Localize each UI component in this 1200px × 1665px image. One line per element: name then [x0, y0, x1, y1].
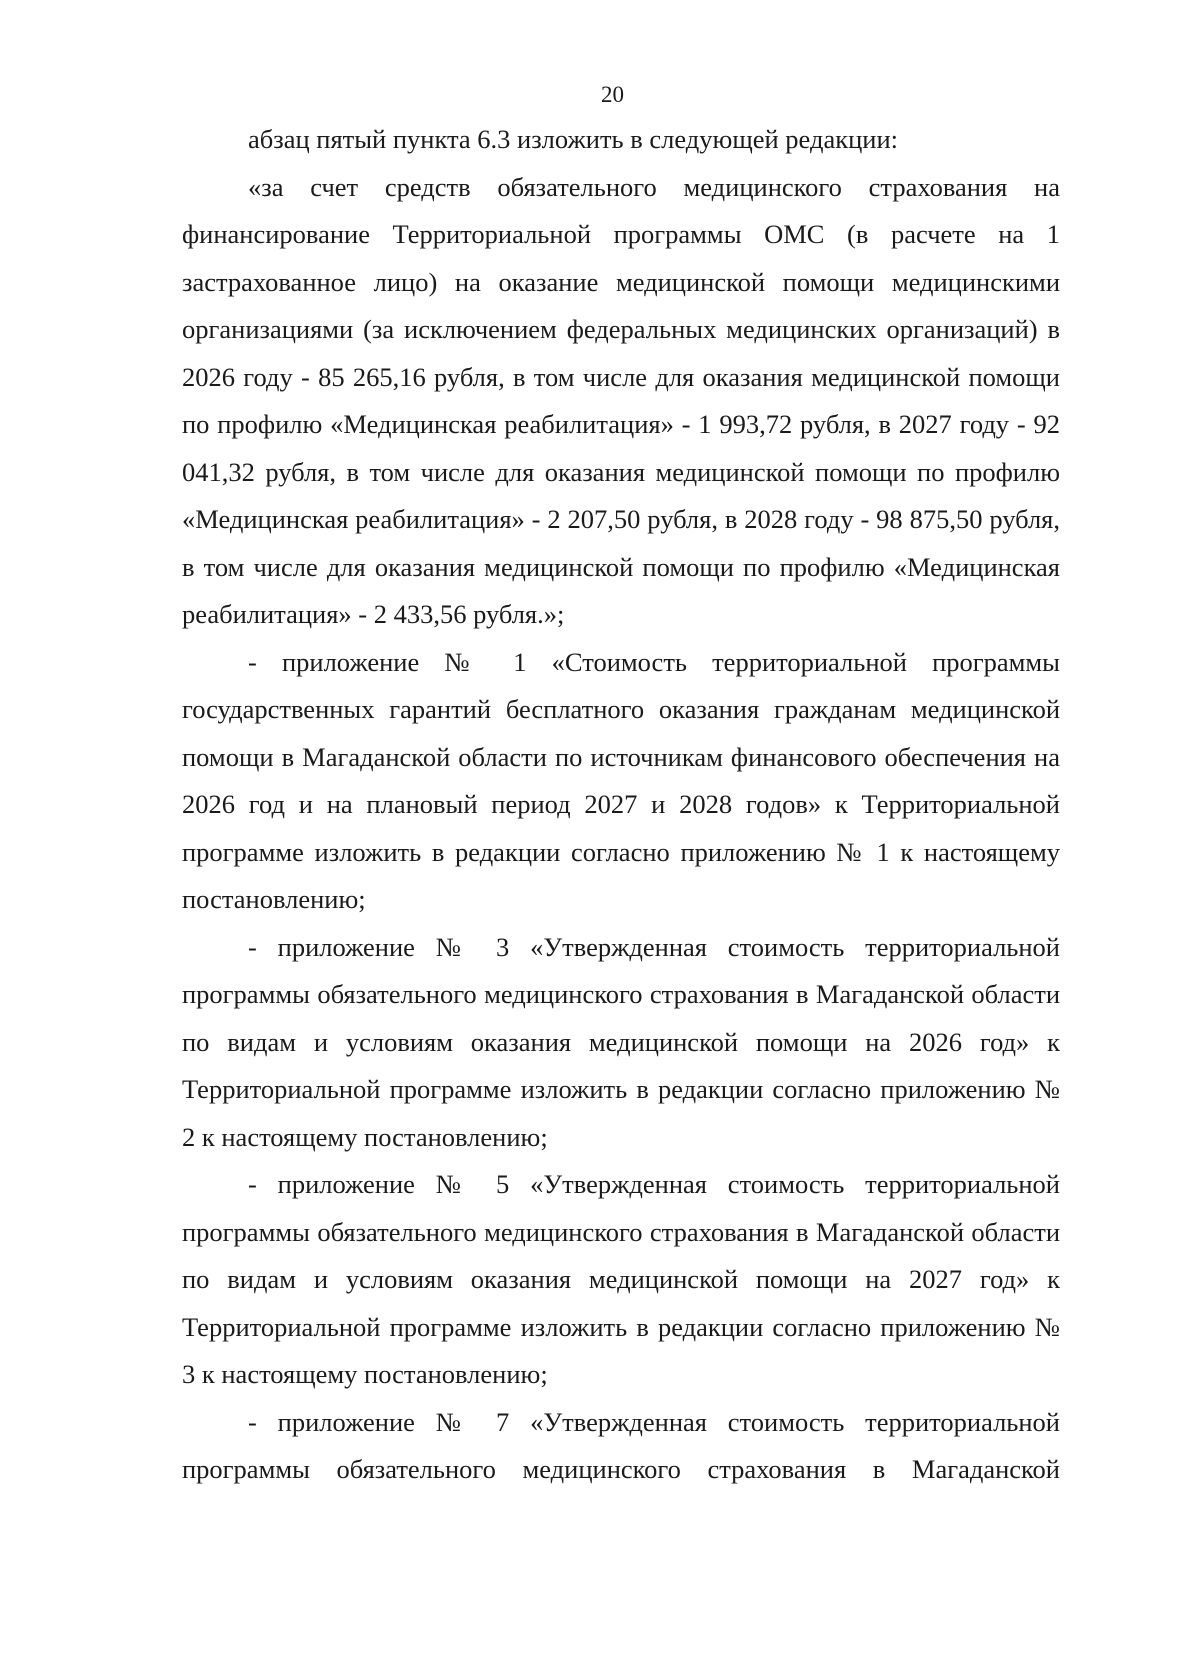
- paragraph-appendix-7: - приложение № 7 «Утвержденная стоимость территориальной программы обязательного медицинского страхования в Магаданской: [182, 1406, 1060, 1484]
- paragraph-intro: абзац пятый пункта 6.3 изложить в следующей редакции:: [248, 124, 899, 154]
- page-number: 20: [601, 82, 624, 107]
- paragraph-appendix-5: - приложение № 5 «Утвержденная стоимость территориальной программы обязательного медицинского страхования в Магаданской области по видам и условиям оказания медицинской помощи на 2027 год» к Территориальной программе изложить в редакции согласно приложению № 3 к настоящему постановлению;: [182, 1169, 1060, 1389]
- paragraph-appendix-1: - приложение № 1 «Стоимость территориальной программы государственных гарантий бесплатного оказания гражданам медицинской помощи в Магаданской области по источникам финансового обеспечения на 2026 год и на плановый период 2027 и 2028 годов» к Территориальной программе изложить в редакции согласно приложению № 1 к настоящему постановлению;: [182, 646, 1060, 914]
- paragraph-funding: «за счет средств обязательного медицинского страхования на финансирование Территориальной программы ОМС (в расчете на 1 застрахованное лицо) на оказание медицинской помощи медицинскими организациями (за исключением федеральных медицинских организаций) в 2026 году - 85 265,16 рубля, в том числе для оказания медицинской помощи по профилю «Медицинская реабилитация» - 1 993,72 рубля, в 2027 году - 92 041,32 рубля, в том числе для оказания медицинской помощи по профилю «Медицинская реабилитация» - 2 207,50 рубля, в 2028 году - 98 875,50 рубля, в том числе для оказания медицинской помощи по профилю «Медицинская реабилитация» - 2 433,56 рубля.»;: [182, 171, 1060, 629]
- document-body: [182, 116, 1060, 1494]
- paragraph-appendix-3: - приложение № 3 «Утвержденная стоимость территориальной программы обязательного медицинского страхования в Магаданской области по видам и условиям оказания медицинской помощи на 2026 год» к Территориальной программе изложить в редакции согласно приложению № 2 к настоящему постановлению;: [182, 931, 1060, 1152]
